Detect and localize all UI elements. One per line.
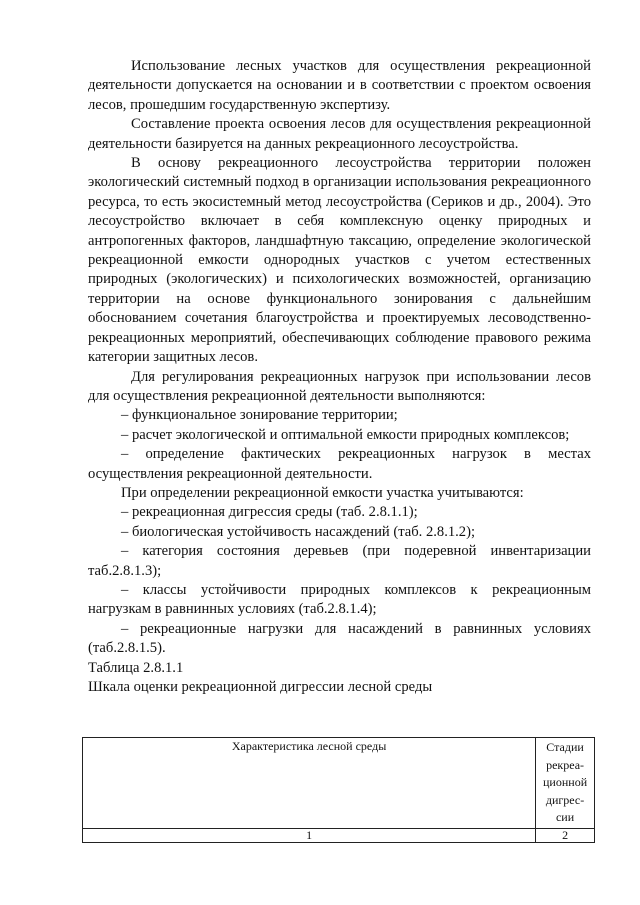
paragraph: Использование лесных участков для осуществления рекреационной деятельности допускается на основании и в соответствии с проектом освоения лесов, прошедшим государственную экспертизу. (88, 58, 591, 113)
paragraph: В основу рекреационного лесоустройства территории положен экологический системный подход в организации использования рекреационного ресурса, то есть экосистемный метод лесоустройства (Сериков и др., 2004). Это лесоустройство включает в себя комплексную оценку природных и антропогенных факторов, ландшафтную таксацию, определение экологической рекреационной емкости однородных участков с учетом естественных природных (экологических) и психологических возможностей, организацию территории на основе функционального зонирования с дальнейшим обоснованием сочетания благоустройства и проектируемых лесоводственно-рекреационных мероприятий, обеспечивающих соблюдение правового режима категории защитных лесов. (88, 155, 591, 366)
header-cell-characteristic: Характеристика лесной среды (83, 738, 536, 829)
body-text (88, 57, 591, 697)
table-title: Шкала оценки рекреационной дигрессии лесной среды (88, 679, 433, 695)
list-item: – категория состояния деревьев (при подеревной инвентаризации таб.2.8.1.3); (88, 543, 591, 579)
column-number-cell: 1 (83, 828, 536, 842)
digression-table (82, 737, 595, 843)
table-number-row (83, 828, 595, 842)
list-item: – рекреационные нагрузки для насаждений в равнинных условиях (таб.2.8.1.5). (88, 620, 591, 657)
paragraph: Для регулирования рекреационных нагрузок при использовании лесов для осуществления рекреационной деятельности выполняются: (88, 368, 591, 404)
paragraph: При определении рекреационной емкости участка учитываются: (121, 484, 524, 501)
list-item: – функциональное зонирование территории; (121, 407, 398, 424)
table-number: Таблица 2.8.1.1 (88, 659, 184, 676)
table-header-row (83, 738, 595, 829)
list-item: – расчет экологической и оптимальной емкости природных комплексов; (121, 426, 570, 443)
paragraph: Составление проекта освоения лесов для осуществления рекреационной деятельности базируется на данных рекреационного лесоустройства. (88, 116, 591, 152)
list-item: – рекреационная дигрессия среды (таб. 2.8.1.1); (121, 504, 418, 521)
column-number-cell: 2 (536, 828, 595, 842)
list-item: – биологическая устойчивость насаждений (таб. 2.8.1.2); (121, 523, 475, 540)
list-item: – определение фактических рекреационных нагрузок в местах осуществления рекреационной деятельности. (88, 446, 591, 482)
header-cell-stages: Стадии рекреа-ционной дигрес-сии (536, 738, 595, 829)
list-item: – классы устойчивости природных комплексов к рекреационным нагрузкам в равнинных условиях (таб.2.8.1.4); (88, 581, 591, 618)
